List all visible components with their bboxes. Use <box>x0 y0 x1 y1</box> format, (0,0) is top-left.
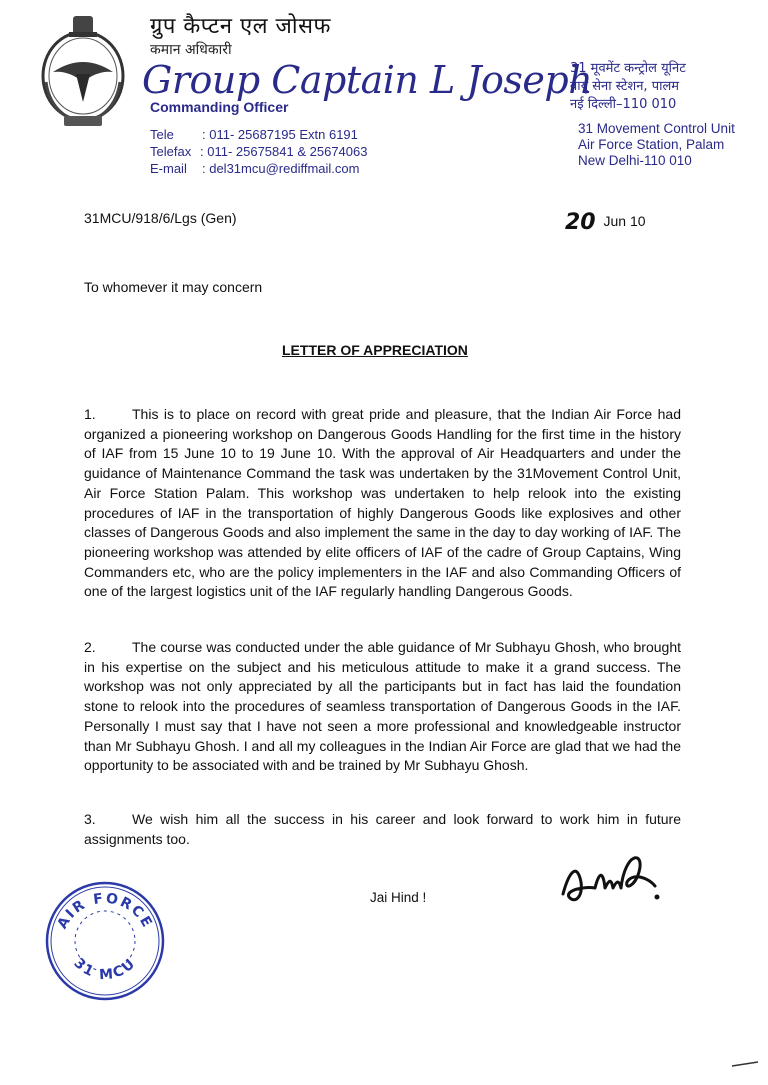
tele-value: : 011- 25687195 Extn 6191 <box>202 127 358 142</box>
address-hindi-line: नई दिल्ली–110 010 <box>570 97 677 112</box>
paragraph-1 <box>84 405 681 602</box>
hindi-designation: कमान अधिकारी <box>150 42 232 58</box>
stamp-text-bottom: 31 MCU <box>70 955 140 984</box>
address-hindi <box>570 60 686 114</box>
address-hindi-line: 31 मूवमेंट कन्ट्रोल यूनिट <box>570 61 686 76</box>
salutation: To whomever it may concern <box>84 279 263 295</box>
paragraph-text: This is to place on record with great pride and pleasure, that the Indian Air Force had organized a pioneering workshop on Dangerous Goods Handling for the first time in the history of IAF from 15 June 10 to 19 June 10. With the approval of Air Headquarters and under the guidance of Maintenance Command the task was undertaken by the 31Movement Control Unit, Air Force Station Palam. This workshop was undertaken to help relook into the existing procedures of IAF in the transportation of highly Dangerous Goods like explosives and other classes of Dangerous Goods and also implement the same in the day to day working of IAF. The pioneering workshop was attended by elite officers of IAF of the cadre of Group Captains, Wing Commanders etc, who are the policy implementers in the IAF and also Commanding Officers of one of the largest logistics unit of the IAF regularly handling Dangerous Goods. <box>84 406 681 600</box>
letter-subject: LETTER OF APPRECIATION <box>282 342 468 358</box>
email-label: E-mail <box>150 161 187 176</box>
contact-block <box>150 126 367 177</box>
address-english-line: New Delhi-110 010 <box>578 153 692 168</box>
paragraph-2 <box>84 638 681 776</box>
telefax-value: : 011- 25675841 & 25674063 <box>200 144 368 159</box>
air-force-stamp-icon <box>40 876 170 1006</box>
email-value: : del31mcu@rediffmail.com <box>202 161 360 176</box>
corner-mark-icon <box>730 1050 760 1070</box>
address-english-line: 31 Movement Control Unit <box>578 121 735 136</box>
address-hindi-line: वायु सेना स्टेशन, पालम <box>570 79 680 94</box>
hindi-name-title: ग्रुप कैप्टन एल जोसफ <box>150 14 331 39</box>
telefax-row <box>150 143 367 160</box>
iaf-emblem-icon <box>28 12 138 134</box>
tele-row <box>150 126 367 143</box>
letter-date <box>565 210 646 235</box>
tele-label: Tele <box>150 127 174 142</box>
paragraph-text: The course was conducted under the able guidance of Mr Subhayu Ghosh, who brought in his expertise on the subject and his meticulous attitude to make it a grand success. The workshop was not only appreciated by all the participants but in fact has laid the foundation stone to relook into the procedures of seamless transportation of Dangerous Goods in the IAF. Personally I must say that I have not seen a more professional and knowledgeable instructor than Mr Subhayu Ghosh. I and all my colleagues in the Indian Air Force are glad that we had the opportunity to be associated with and be trained by Mr Subhayu Ghosh. <box>84 639 681 774</box>
officer-name: Group Captain L Joseph <box>142 58 593 102</box>
officer-designation: Commanding Officer <box>150 99 289 115</box>
date-day-handwritten: 20 <box>565 210 596 235</box>
paragraph-number: 3. <box>84 811 96 827</box>
paragraph-text: We wish him all the success in his career and look forward to work him in future assignments too. <box>84 811 681 847</box>
paragraph-number: 2. <box>84 639 96 655</box>
address-english-line: Air Force Station, Palam <box>578 137 725 152</box>
address-english <box>578 121 735 169</box>
signature-icon <box>555 842 665 912</box>
stamp-text-top: AIR FORCE <box>54 890 156 932</box>
date-month-year: Jun 10 <box>603 213 646 229</box>
closing-salutation: Jai Hind ! <box>370 890 427 905</box>
email-row <box>150 160 367 177</box>
reference-number: 31MCU/918/6/Lgs (Gen) <box>84 210 237 226</box>
paragraph-number: 1. <box>84 406 96 422</box>
svg-text:31 MCU <box>71 955 140 983</box>
telefax-label: Telefax <box>150 144 192 159</box>
